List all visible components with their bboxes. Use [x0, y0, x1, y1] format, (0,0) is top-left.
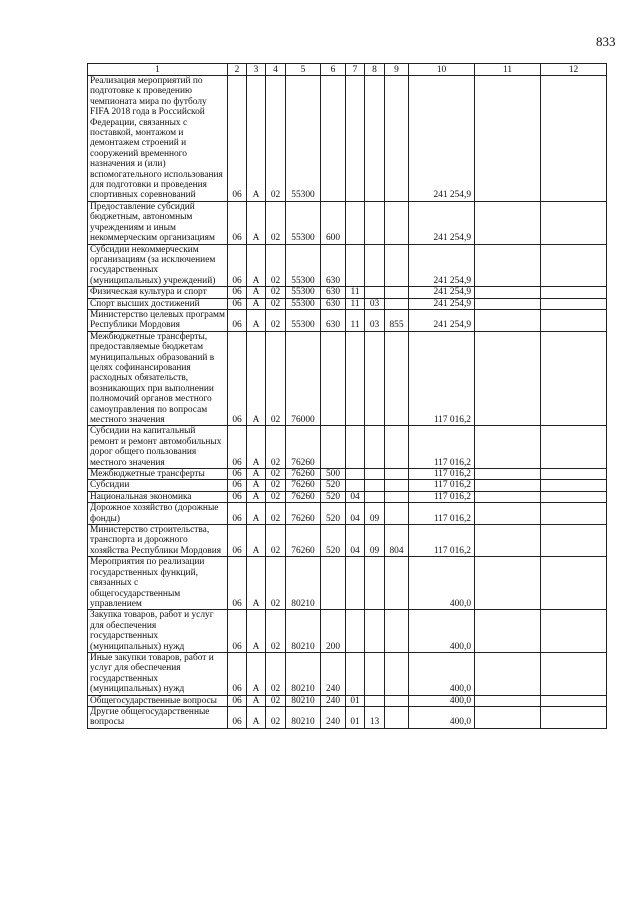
table-row — [88, 331, 607, 426]
col-11-cell — [475, 491, 541, 502]
col-5-cell: 55300 — [286, 309, 321, 331]
col-8-cell — [365, 469, 385, 480]
table-row — [88, 426, 607, 469]
col-12-cell — [541, 503, 607, 525]
col-9-cell — [385, 503, 409, 525]
col-11-cell — [475, 557, 541, 610]
row-name: Мероприятия по реализации государственных функций, связанных с общегосударственным управлением — [88, 557, 228, 610]
row-name: Закупка товаров, работ и услуг для обеспечения государственных (муниципальных) нужд — [88, 610, 228, 653]
col-6-cell: 240 — [321, 706, 346, 728]
table-row — [88, 652, 607, 695]
col-9-cell — [385, 76, 409, 202]
row-name: Физическая культура и спорт — [88, 287, 228, 298]
col-12-cell — [541, 491, 607, 502]
col-8-cell — [365, 480, 385, 491]
col-11-cell — [475, 610, 541, 653]
col-11-cell — [475, 469, 541, 480]
col-11-cell — [475, 503, 541, 525]
col-5-cell: 76260 — [286, 491, 321, 502]
col-11-cell — [475, 706, 541, 728]
col-7-cell — [346, 480, 365, 491]
col-3-cell: А — [247, 309, 266, 331]
col-7-cell — [346, 76, 365, 202]
col-8-cell — [365, 201, 385, 244]
col-5-cell: 76260 — [286, 480, 321, 491]
row-name: Предоставление субсидий бюджетным, автономным учреждениям и иным некоммерческим организациям — [88, 201, 228, 244]
column-header-3: 3 — [247, 64, 266, 76]
amount-cell: 117 016,2 — [409, 503, 475, 525]
col-6-cell — [321, 426, 346, 469]
col-4-cell: 02 — [266, 469, 286, 480]
col-6-cell: 600 — [321, 201, 346, 244]
col-5-cell: 76260 — [286, 469, 321, 480]
col-2-cell: 06 — [228, 491, 247, 502]
col-11-cell — [475, 525, 541, 557]
col-8-cell — [365, 652, 385, 695]
col-7-cell: 04 — [346, 525, 365, 557]
col-11-cell — [475, 201, 541, 244]
col-3-cell: А — [247, 525, 266, 557]
page-number: 833 — [596, 34, 616, 49]
col-3-cell: А — [247, 244, 266, 287]
col-4-cell: 02 — [266, 298, 286, 309]
col-7-cell — [346, 201, 365, 244]
col-7-cell — [346, 652, 365, 695]
col-4-cell: 02 — [266, 652, 286, 695]
col-3-cell: А — [247, 480, 266, 491]
col-5-cell: 76260 — [286, 525, 321, 557]
col-7-cell — [346, 426, 365, 469]
col-4-cell: 02 — [266, 287, 286, 298]
col-8-cell: 03 — [365, 298, 385, 309]
col-5-cell: 55300 — [286, 76, 321, 202]
col-9-cell — [385, 652, 409, 695]
col-3-cell: А — [247, 287, 266, 298]
column-header-7: 7 — [346, 64, 365, 76]
col-6-cell: 630 — [321, 244, 346, 287]
col-7-cell: 01 — [346, 695, 365, 706]
col-11-cell — [475, 331, 541, 426]
col-3-cell: А — [247, 503, 266, 525]
column-header-2: 2 — [228, 64, 247, 76]
col-12-cell — [541, 201, 607, 244]
col-3-cell: А — [247, 557, 266, 610]
table-row — [88, 287, 607, 298]
col-4-cell: 02 — [266, 491, 286, 502]
col-2-cell: 06 — [228, 610, 247, 653]
amount-cell: 117 016,2 — [409, 480, 475, 491]
table-header-row — [88, 64, 607, 76]
col-12-cell — [541, 331, 607, 426]
col-6-cell: 520 — [321, 525, 346, 557]
col-9-cell — [385, 610, 409, 653]
amount-cell: 241 254,9 — [409, 287, 475, 298]
col-5-cell: 55300 — [286, 287, 321, 298]
table-row — [88, 309, 607, 331]
col-9-cell — [385, 426, 409, 469]
col-6-cell — [321, 331, 346, 426]
col-9-cell — [385, 706, 409, 728]
col-7-cell: 11 — [346, 298, 365, 309]
col-5-cell: 55300 — [286, 201, 321, 244]
table-row — [88, 298, 607, 309]
row-name: Спорт высших достижений — [88, 298, 228, 309]
col-5-cell: 80210 — [286, 557, 321, 610]
col-8-cell: 13 — [365, 706, 385, 728]
table-row — [88, 480, 607, 491]
col-9-cell — [385, 480, 409, 491]
col-4-cell: 02 — [266, 331, 286, 426]
amount-cell: 400,0 — [409, 706, 475, 728]
col-3-cell: А — [247, 331, 266, 426]
col-5-cell: 80210 — [286, 610, 321, 653]
col-5-cell: 55300 — [286, 244, 321, 287]
col-2-cell: 06 — [228, 557, 247, 610]
col-12-cell — [541, 706, 607, 728]
col-7-cell — [346, 244, 365, 287]
col-2-cell: 06 — [228, 76, 247, 202]
amount-cell: 400,0 — [409, 610, 475, 653]
col-8-cell: 03 — [365, 309, 385, 331]
col-12-cell — [541, 525, 607, 557]
col-4-cell: 02 — [266, 244, 286, 287]
col-8-cell — [365, 426, 385, 469]
budget-table — [87, 63, 607, 729]
row-name: Общегосударственные вопросы — [88, 695, 228, 706]
table-row — [88, 503, 607, 525]
col-3-cell: А — [247, 491, 266, 502]
column-header-11: 11 — [475, 64, 541, 76]
col-3-cell: А — [247, 426, 266, 469]
col-5-cell: 80210 — [286, 706, 321, 728]
col-3-cell: А — [247, 298, 266, 309]
col-4-cell: 02 — [266, 503, 286, 525]
col-12-cell — [541, 652, 607, 695]
amount-cell: 241 254,9 — [409, 244, 475, 287]
amount-cell: 400,0 — [409, 652, 475, 695]
col-4-cell: 02 — [266, 695, 286, 706]
col-9-cell — [385, 298, 409, 309]
col-2-cell: 06 — [228, 480, 247, 491]
col-8-cell — [365, 695, 385, 706]
col-7-cell: 01 — [346, 706, 365, 728]
col-12-cell — [541, 244, 607, 287]
row-name: Национальная экономика — [88, 491, 228, 502]
col-2-cell: 06 — [228, 426, 247, 469]
row-name: Межбюджетные трансферты — [88, 469, 228, 480]
col-12-cell — [541, 480, 607, 491]
table-row — [88, 244, 607, 287]
col-5-cell: 80210 — [286, 695, 321, 706]
row-name: Министерство целевых программ Республики Мордовия — [88, 309, 228, 331]
col-7-cell: 11 — [346, 287, 365, 298]
table-row — [88, 201, 607, 244]
column-header-5: 5 — [286, 64, 321, 76]
col-9-cell: 804 — [385, 525, 409, 557]
col-12-cell — [541, 469, 607, 480]
column-header-10: 10 — [409, 64, 475, 76]
col-2-cell: 06 — [228, 244, 247, 287]
col-8-cell — [365, 491, 385, 502]
col-3-cell: А — [247, 652, 266, 695]
col-8-cell: 09 — [365, 503, 385, 525]
table-row — [88, 695, 607, 706]
col-11-cell — [475, 480, 541, 491]
table-row — [88, 469, 607, 480]
row-name: Субсидии некоммерческим организациям (за исключением государственных (муниципальных) учреждений) — [88, 244, 228, 287]
col-5-cell: 76000 — [286, 331, 321, 426]
column-header-12: 12 — [541, 64, 607, 76]
col-2-cell: 06 — [228, 706, 247, 728]
col-8-cell — [365, 244, 385, 287]
row-name: Межбюджетные трансферты, предоставляемые бюджетам муниципальных образований в целях софинансирования расходных обязательств, возникающих при выполнении полномочий органов местного самоуправления по вопросам местного значения — [88, 331, 228, 426]
col-3-cell: А — [247, 695, 266, 706]
col-6-cell — [321, 76, 346, 202]
col-11-cell — [475, 287, 541, 298]
col-2-cell: 06 — [228, 652, 247, 695]
col-7-cell: 11 — [346, 309, 365, 331]
col-6-cell: 240 — [321, 695, 346, 706]
col-2-cell: 06 — [228, 503, 247, 525]
amount-cell: 400,0 — [409, 695, 475, 706]
col-2-cell: 06 — [228, 695, 247, 706]
col-7-cell — [346, 610, 365, 653]
col-9-cell — [385, 491, 409, 502]
col-12-cell — [541, 610, 607, 653]
column-header-6: 6 — [321, 64, 346, 76]
col-2-cell: 06 — [228, 287, 247, 298]
col-8-cell — [365, 331, 385, 426]
column-header-9: 9 — [385, 64, 409, 76]
col-4-cell: 02 — [266, 76, 286, 202]
col-12-cell — [541, 695, 607, 706]
col-9-cell — [385, 331, 409, 426]
col-4-cell: 02 — [266, 309, 286, 331]
row-name: Реализация мероприятий по подготовке к проведению чемпионата мира по футболу FIFA 2018 года в Российской Федерации, связанных с поставкой, монтажом и демонтажем строений и сооружений временного назначения и (или) вспомогательного использования для подготовки и проведения спортивных соревнований — [88, 76, 228, 202]
col-2-cell: 06 — [228, 525, 247, 557]
col-6-cell: 520 — [321, 480, 346, 491]
table-row — [88, 557, 607, 610]
col-8-cell: 09 — [365, 525, 385, 557]
table-row — [88, 491, 607, 502]
col-9-cell — [385, 469, 409, 480]
col-6-cell: 630 — [321, 298, 346, 309]
col-11-cell — [475, 309, 541, 331]
col-12-cell — [541, 287, 607, 298]
amount-cell: 241 254,9 — [409, 298, 475, 309]
col-5-cell: 80210 — [286, 652, 321, 695]
row-name: Субсидии на капитальный ремонт и ремонт автомобильных дорог общего пользования местного значения — [88, 426, 228, 469]
col-8-cell — [365, 610, 385, 653]
col-11-cell — [475, 76, 541, 202]
col-2-cell: 06 — [228, 469, 247, 480]
amount-cell: 241 254,9 — [409, 309, 475, 331]
col-6-cell: 630 — [321, 309, 346, 331]
col-6-cell: 240 — [321, 652, 346, 695]
col-6-cell — [321, 557, 346, 610]
col-11-cell — [475, 426, 541, 469]
amount-cell: 117 016,2 — [409, 491, 475, 502]
col-3-cell: А — [247, 706, 266, 728]
col-2-cell: 06 — [228, 201, 247, 244]
col-5-cell: 55300 — [286, 298, 321, 309]
col-4-cell: 02 — [266, 201, 286, 244]
col-12-cell — [541, 309, 607, 331]
col-8-cell — [365, 76, 385, 202]
amount-cell: 117 016,2 — [409, 525, 475, 557]
amount-cell: 400,0 — [409, 557, 475, 610]
col-6-cell: 500 — [321, 469, 346, 480]
table-row — [88, 706, 607, 728]
row-name: Другие общегосударственные вопросы — [88, 706, 228, 728]
row-name: Дорожное хозяйство (дорожные фонды) — [88, 503, 228, 525]
col-11-cell — [475, 695, 541, 706]
col-2-cell: 06 — [228, 298, 247, 309]
col-3-cell: А — [247, 201, 266, 244]
col-4-cell: 02 — [266, 557, 286, 610]
col-8-cell — [365, 287, 385, 298]
col-12-cell — [541, 76, 607, 202]
col-12-cell — [541, 426, 607, 469]
col-6-cell: 200 — [321, 610, 346, 653]
col-6-cell: 520 — [321, 491, 346, 502]
col-4-cell: 02 — [266, 706, 286, 728]
col-9-cell — [385, 244, 409, 287]
col-11-cell — [475, 652, 541, 695]
col-4-cell: 02 — [266, 610, 286, 653]
col-12-cell — [541, 298, 607, 309]
table-row — [88, 610, 607, 653]
col-2-cell: 06 — [228, 309, 247, 331]
col-8-cell — [365, 557, 385, 610]
col-5-cell: 76260 — [286, 503, 321, 525]
col-4-cell: 02 — [266, 426, 286, 469]
col-9-cell — [385, 287, 409, 298]
col-3-cell: А — [247, 610, 266, 653]
amount-cell: 241 254,9 — [409, 201, 475, 244]
col-3-cell: А — [247, 76, 266, 202]
table-row — [88, 76, 607, 202]
amount-cell: 117 016,2 — [409, 426, 475, 469]
table-row — [88, 525, 607, 557]
column-header-8: 8 — [365, 64, 385, 76]
col-2-cell: 06 — [228, 331, 247, 426]
col-11-cell — [475, 298, 541, 309]
row-name: Субсидии — [88, 480, 228, 491]
col-6-cell: 520 — [321, 503, 346, 525]
col-4-cell: 02 — [266, 525, 286, 557]
col-5-cell: 76260 — [286, 426, 321, 469]
column-header-4: 4 — [266, 64, 286, 76]
col-7-cell: 04 — [346, 491, 365, 502]
col-7-cell — [346, 557, 365, 610]
col-9-cell — [385, 695, 409, 706]
col-4-cell: 02 — [266, 480, 286, 491]
amount-cell: 117 016,2 — [409, 331, 475, 426]
col-12-cell — [541, 557, 607, 610]
col-7-cell — [346, 469, 365, 480]
col-9-cell — [385, 201, 409, 244]
col-7-cell: 04 — [346, 503, 365, 525]
col-9-cell — [385, 557, 409, 610]
col-11-cell — [475, 244, 541, 287]
row-name: Министерство строительства, транспорта и дорожного хозяйства Республики Мордовия — [88, 525, 228, 557]
row-name: Иные закупки товаров, работ и услуг для обеспечения государственных (муниципальных) нужд — [88, 652, 228, 695]
col-9-cell: 855 — [385, 309, 409, 331]
col-7-cell — [346, 331, 365, 426]
col-6-cell: 630 — [321, 287, 346, 298]
col-3-cell: А — [247, 469, 266, 480]
amount-cell: 117 016,2 — [409, 469, 475, 480]
column-header-1: 1 — [88, 64, 228, 76]
amount-cell: 241 254,9 — [409, 76, 475, 202]
